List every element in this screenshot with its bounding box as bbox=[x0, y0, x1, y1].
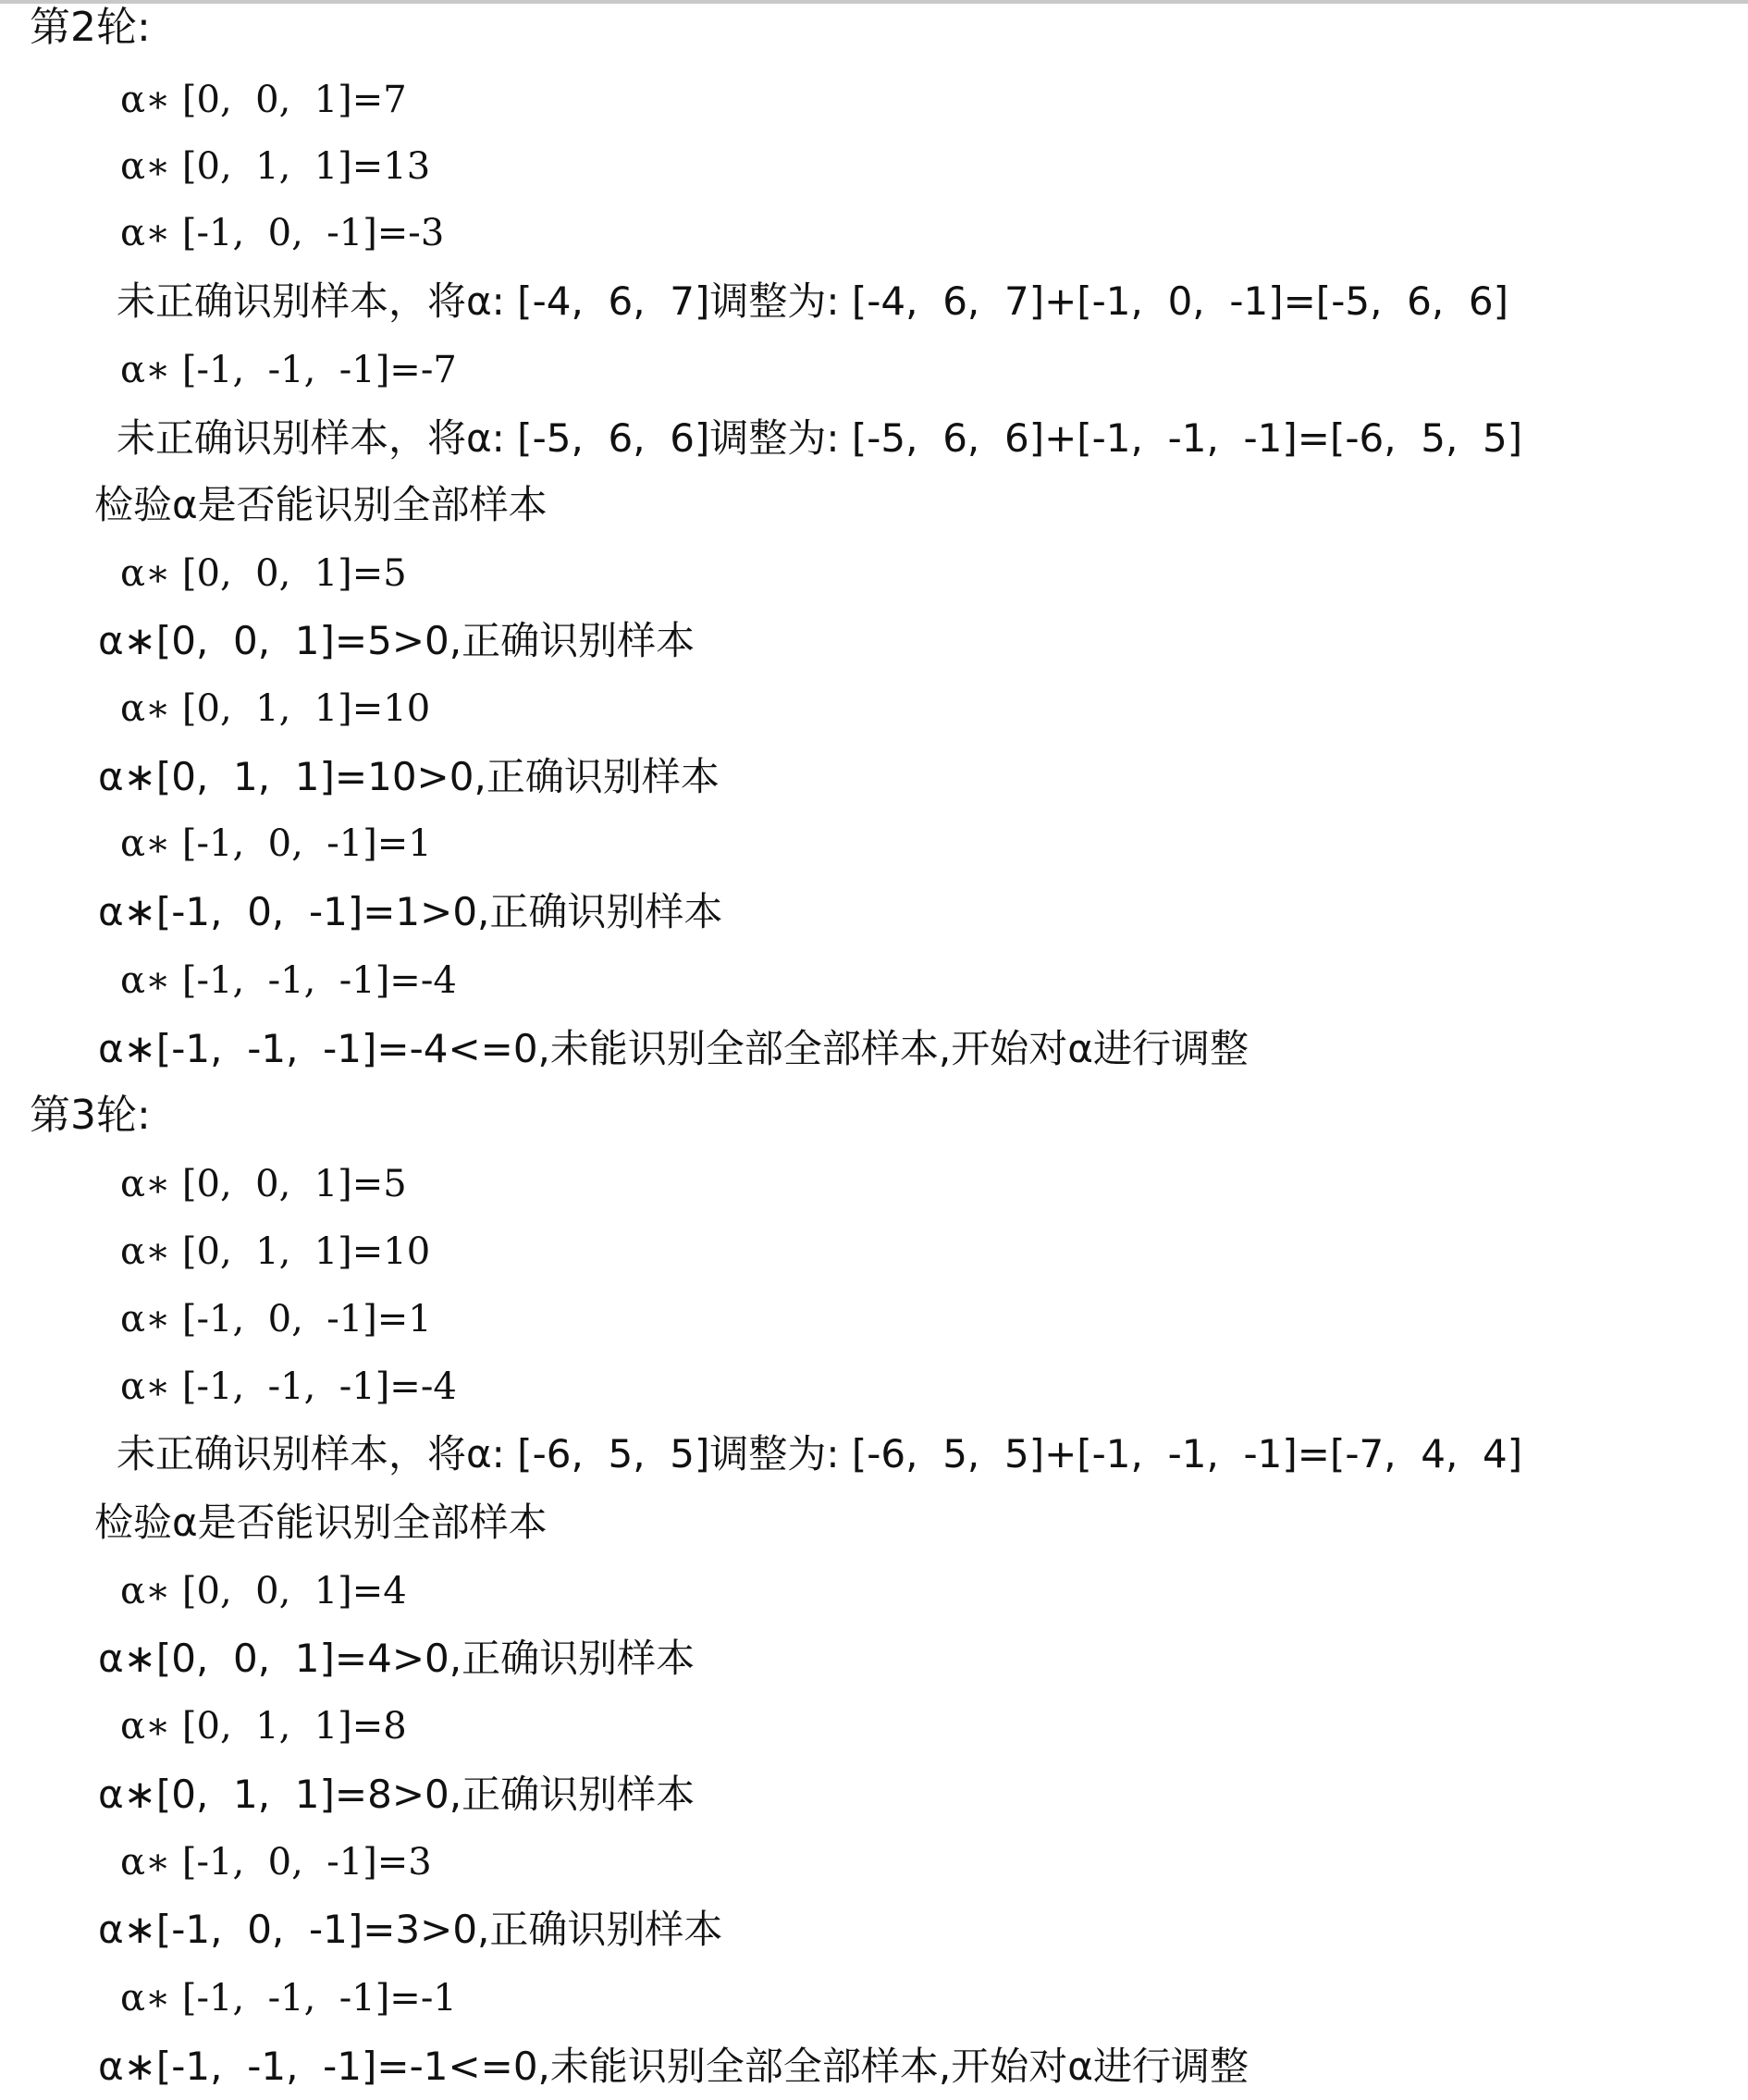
dot-product-line: α∗ [-1, -1, -1]=-4 bbox=[120, 959, 457, 1002]
result-line: α∗[0, 1, 1]=10>0,正确识别样本 bbox=[98, 754, 720, 799]
round-heading: 第2轮: bbox=[30, 4, 151, 51]
dot-product-line: α∗ [-1, 0, -1]=-3 bbox=[120, 212, 445, 254]
verify-line: 检验α是否能识别全部样本 bbox=[94, 1500, 548, 1545]
dot-product-line: α∗ [-1, -1, -1]=-1 bbox=[120, 1977, 457, 2020]
dot-product-line: α∗ [0, 0, 1]=7 bbox=[120, 79, 407, 121]
dot-product-line: α∗ [0, 0, 1]=4 bbox=[120, 1570, 407, 1612]
result-line: α∗[-1, -1, -1]=-1<=0,未能识别全部全部样本,开始对α进行调整 bbox=[98, 2044, 1249, 2089]
output-console bbox=[0, 4, 1748, 2100]
result-line: α∗[0, 1, 1]=8>0,正确识别样本 bbox=[98, 1772, 696, 1817]
dot-product-line: α∗ [0, 0, 1]=5 bbox=[120, 552, 407, 595]
dot-product-line: α∗ [-1, -1, -1]=-4 bbox=[120, 1365, 457, 1408]
dot-product-line: α∗ [0, 1, 1]=13 bbox=[120, 145, 431, 188]
result-line: α∗[0, 0, 1]=4>0,正确识别样本 bbox=[98, 1636, 696, 1681]
verify-line: 检验α是否能识别全部样本 bbox=[94, 482, 548, 527]
dot-product-line: α∗ [0, 1, 1]=8 bbox=[120, 1705, 407, 1748]
dot-product-line: α∗ [-1, -1, -1]=-7 bbox=[120, 349, 457, 391]
dot-product-line: α∗ [0, 0, 1]=5 bbox=[120, 1163, 407, 1205]
dot-product-line: α∗ [-1, 0, -1]=1 bbox=[120, 822, 432, 865]
adjust-line: 未正确识别样本，将α: [-6, 5, 5]调整为: [-6, 5, 5]+[-1, -1, -1]=[-7, 4, 4] bbox=[117, 1431, 1523, 1476]
adjust-line: 未正确识别样本，将α: [-4, 6, 7]调整为: [-4, 6, 7]+[-1, 0, -1]=[-5, 6, 6] bbox=[117, 278, 1509, 324]
result-line: α∗[-1, 0, -1]=3>0,正确识别样本 bbox=[98, 1907, 723, 1952]
result-line: α∗[-1, 0, -1]=1>0,正确识别样本 bbox=[98, 889, 723, 934]
dot-product-line: α∗ [0, 1, 1]=10 bbox=[120, 1230, 431, 1273]
round-heading: 第3轮: bbox=[30, 1092, 151, 1139]
result-line: α∗[-1, -1, -1]=-4<=0,未能识别全部全部样本,开始对α进行调整 bbox=[98, 1026, 1249, 1071]
dot-product-line: α∗ [0, 1, 1]=10 bbox=[120, 687, 431, 730]
dot-product-line: α∗ [-1, 0, -1]=3 bbox=[120, 1841, 432, 1884]
adjust-line: 未正确识别样本，将α: [-5, 6, 6]调整为: [-5, 6, 6]+[-1, -1, -1]=[-6, 5, 5] bbox=[117, 415, 1523, 461]
result-line: α∗[0, 0, 1]=5>0,正确识别样本 bbox=[98, 618, 696, 663]
dot-product-line: α∗ [-1, 0, -1]=1 bbox=[120, 1298, 432, 1340]
